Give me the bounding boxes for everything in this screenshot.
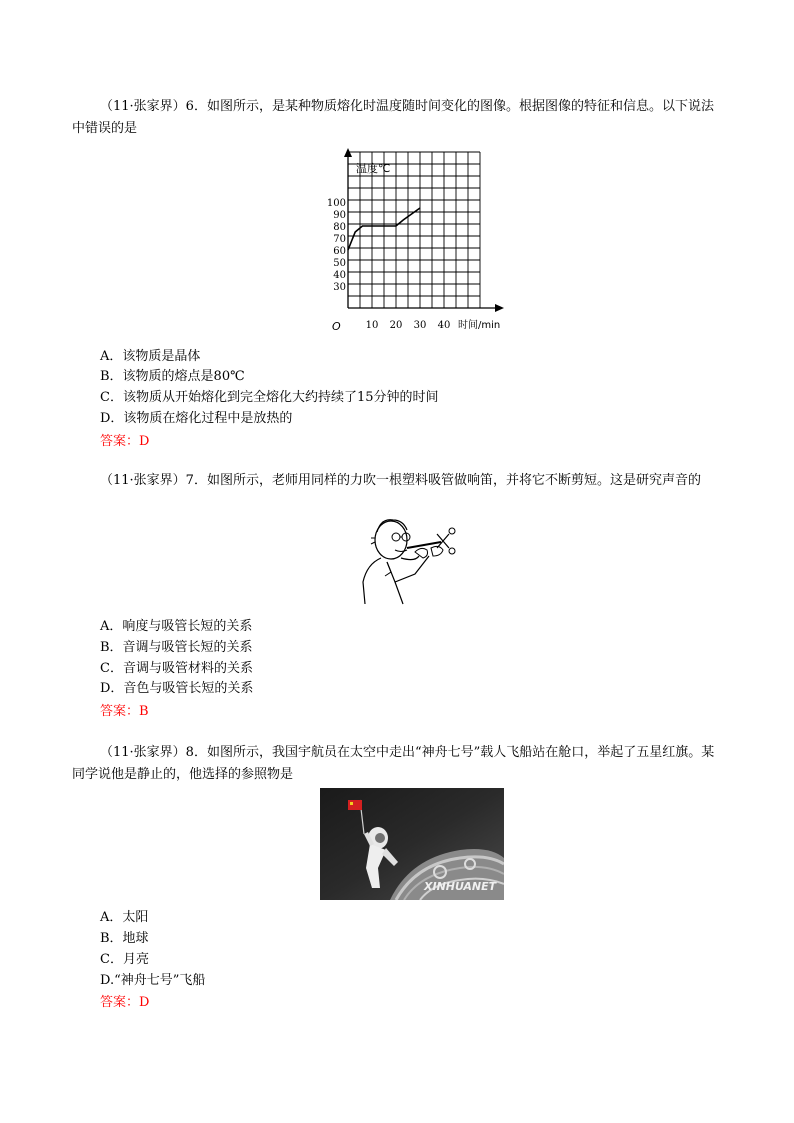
melting-curve-chart <box>318 148 508 338</box>
question-8-option-a[interactable]: A．太阳 <box>100 910 149 925</box>
y-tick-label: 60 <box>333 246 346 257</box>
teacher-blowing-straw-illustration <box>357 512 467 607</box>
question-7-answer: 答案：B <box>100 704 149 719</box>
y-tick-label: 100 <box>326 198 346 209</box>
y-tick-label: 40 <box>333 270 346 281</box>
x-tick-label: 10 <box>365 320 379 331</box>
photo-watermark: XINHUANET <box>424 880 497 893</box>
y-axis-label: 温度℃ <box>356 162 391 175</box>
y-tick-label: 70 <box>333 234 346 245</box>
y-tick-label: 50 <box>333 258 346 269</box>
y-tick-label: 30 <box>333 282 346 293</box>
question-7-option-c[interactable]: C．音调与吸管材料的关系 <box>100 661 253 676</box>
question-6 <box>72 96 722 140</box>
question-6-option-a[interactable]: A．该物质是晶体 <box>100 349 201 364</box>
question-7 <box>72 470 722 492</box>
question-7-stem: （11·张家界）7．如图所示，老师用同样的力吹一根塑料吸管做响笛，并将它不断剪短。这是研究声音的 <box>100 473 701 488</box>
question-7-option-b[interactable]: B．音调与吸管长短的关系 <box>100 640 253 655</box>
question-8-stem: （11·张家界）8．如图所示，我国宇航员在太空中走出“神舟七号”载人飞船站在舱口，举起了五星红旗。某同学说他是静止的，他选择的参照物是 <box>72 745 715 782</box>
x-tick-label: 30 <box>413 320 427 331</box>
question-8 <box>72 742 722 786</box>
question-6-option-d[interactable]: D．该物质在熔化过程中是放热的 <box>100 411 293 426</box>
question-8-answer: 答案：D <box>100 995 150 1010</box>
question-6-answer: 答案：D <box>100 434 150 449</box>
y-tick-label: 80 <box>333 222 346 233</box>
question-6-option-b[interactable]: B．该物质的熔点是80℃ <box>100 369 245 384</box>
y-tick-labels <box>327 198 346 293</box>
question-6-stem: （11·张家界）6．如图所示，是某种物质熔化时温度随时间变化的图像。根据图像的特征和信息。以下说法中错误的是 <box>72 99 714 136</box>
astronaut-spacewalk-photo <box>320 788 504 900</box>
question-8-option-b[interactable]: B．地球 <box>100 931 149 946</box>
chart-grid <box>348 152 480 308</box>
x-tick-label: 40 <box>437 320 451 331</box>
origin-label: O <box>332 320 341 333</box>
x-tick-label: 20 <box>389 320 403 331</box>
question-7-option-d[interactable]: D．音色与吸管长短的关系 <box>100 681 254 696</box>
x-axis-arrow <box>495 304 504 312</box>
y-tick-label: 90 <box>333 210 346 221</box>
question-6-option-c[interactable]: C．该物质从开始熔化到完全熔化大约持续了15分钟的时间 <box>100 390 439 405</box>
x-axis-label: 时间/min <box>458 320 501 331</box>
question-7-option-a[interactable]: A．响度与吸管长短的关系 <box>100 619 253 634</box>
x-tick-labels <box>366 320 451 331</box>
question-8-option-c[interactable]: C．月亮 <box>100 952 149 967</box>
question-8-option-d[interactable]: D.“神舟七号”飞船 <box>100 973 206 988</box>
y-axis-arrow <box>344 148 352 157</box>
